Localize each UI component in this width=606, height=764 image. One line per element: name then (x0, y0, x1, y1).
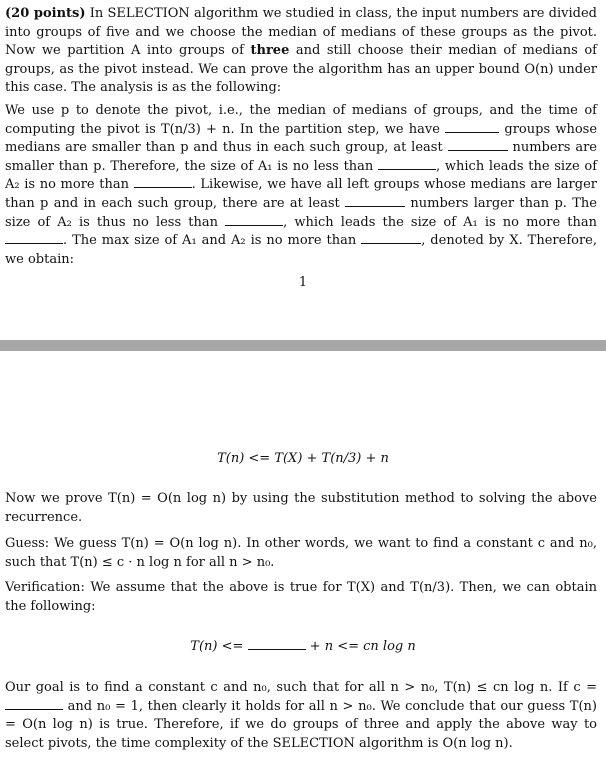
points-label: (20 points) (5, 6, 86, 21)
goal-paragraph (5, 679, 597, 753)
analysis-s7: , which leads the size of A₁ is no more than (283, 214, 598, 230)
page-number: 1 (298, 275, 308, 290)
blank-6[interactable] (225, 214, 283, 226)
analysis-s5: . Likewise, we have all left groups whose medians are larger than p and in each such group, there are at least (5, 177, 597, 211)
blank-5[interactable] (345, 195, 405, 207)
analysis-s8: . The max size of A₁ and A₂ is no more than (63, 233, 357, 249)
blank-4[interactable] (134, 176, 192, 188)
recurrence-equation: T(n) <= T(X) + T(n/3) + n (217, 451, 389, 466)
eq-left: T(n) <= (190, 639, 244, 654)
analysis-s2: groups whose medians are smaller than p and thus in each such group, at least (5, 121, 598, 156)
analysis-s9: , denoted by X. Therefore, we obtain: (5, 233, 597, 267)
guess-paragraph: Guess: We guess T(n) = O(n log n). In other words, we want to find a constant c and n₀, such that T(n) ≤ c · n log n for all n > n₀. (5, 536, 597, 570)
page-2 (0, 351, 606, 764)
verification-equation (0, 638, 606, 654)
blank-8[interactable] (361, 232, 421, 244)
verification-paragraph: Verification: We assume that the above is true for T(X) and T(n/3). Then, we can obtain the following: (5, 580, 597, 614)
analysis-s1: We use p to denote the pivot, i.e., the median of medians of groups, and the time of computing the pivot is T(n/3) + n. In the partition step, we have (5, 103, 597, 137)
intro-text-1: In SELECTION algorithm we studied in class, the input numbers are divided into groups of five and we choose the median of medians of these groups as the pivot. Now we partition A into groups of (5, 6, 597, 59)
blank-1[interactable] (445, 121, 499, 133)
analysis-s4: , which leads the size of A₂ is no more than (5, 158, 597, 193)
goal-text-1: Our goal is to find a constant c and n₀, such that for all n > n₀, T(n) ≤ cn log n. If c = (5, 680, 597, 695)
analysis-paragraph (5, 102, 597, 269)
analysis-s3: numbers are smaller than p. Therefore, the size of A₁ is no less than (5, 140, 597, 174)
prove-paragraph: Now we prove T(n) = O(n log n) by using the substitution method to solving the above recurrence. (5, 491, 597, 525)
intro-bold-word: three (250, 43, 290, 59)
blank-3[interactable] (378, 158, 436, 170)
goal-text-2: and n₀ = 1, then clearly it holds for all n > n₀. We conclude that our guess T(n) = O(n log n) is true. Therefore, if we do groups of three and apply the above way to select pivots, the time complexity of the SELECTION algorithm is O(n log n). (5, 698, 597, 751)
eq-right: + n <= cn log n (309, 639, 416, 654)
blank-2[interactable] (448, 139, 508, 151)
page-separator (0, 340, 606, 351)
blank-7[interactable] (5, 232, 63, 244)
intro-text-2: and still choose their median of medians of groups, as the pivot instead. We can prove the algorithm has an upper bound O(n) under this case. The analysis is as the following: (5, 43, 597, 96)
intro-paragraph (5, 5, 597, 98)
blank-10[interactable] (5, 698, 63, 710)
blank-9[interactable] (248, 638, 306, 650)
page-1 (0, 0, 606, 340)
analysis-s6: numbers larger than p. The size of A₂ is thus no less than (5, 195, 597, 230)
